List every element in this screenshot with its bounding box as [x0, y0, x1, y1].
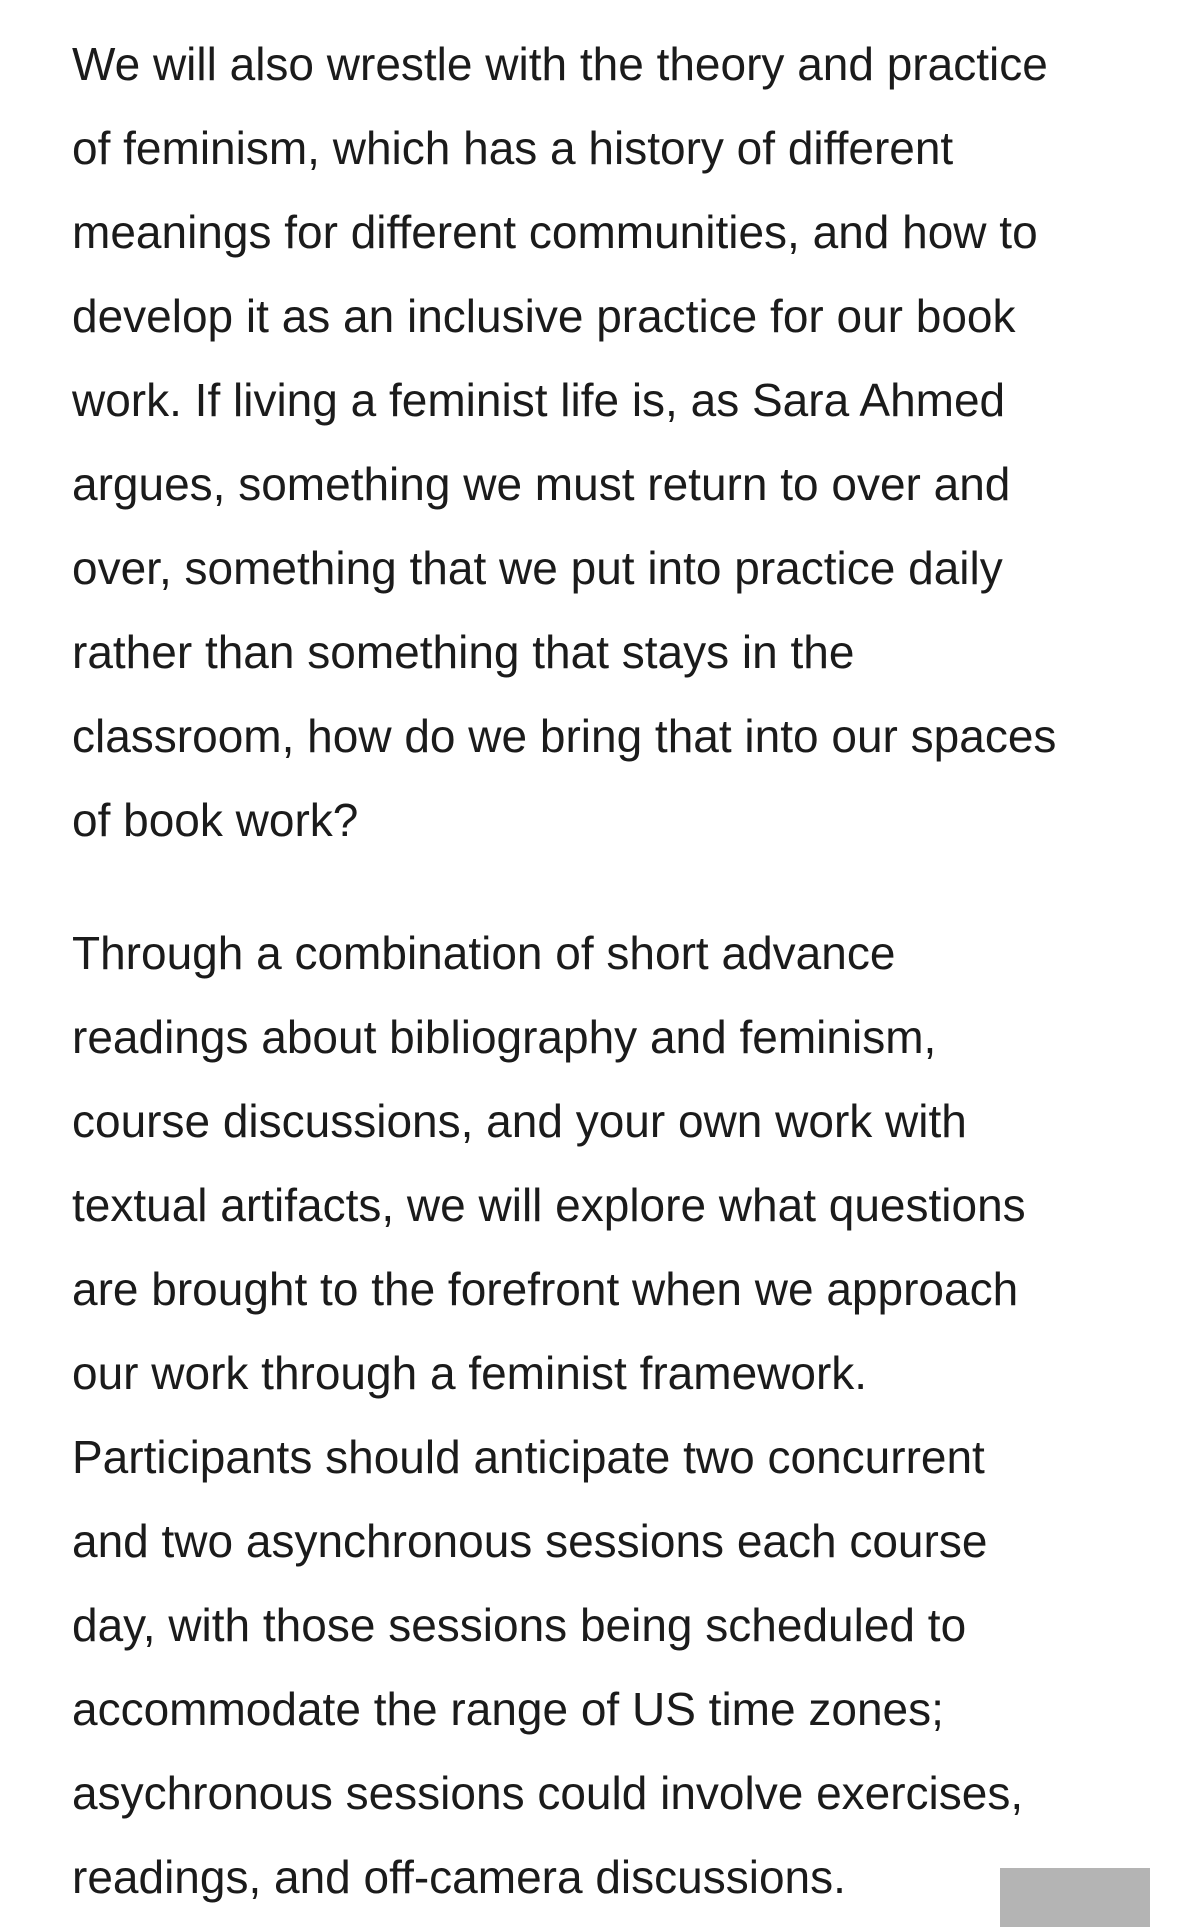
- text-line: readings, and off-camera discussions.: [72, 1851, 846, 1903]
- text-line: asychronous sessions could involve exercises,: [72, 1767, 1024, 1819]
- article-body: [72, 22, 1132, 1919]
- text-line: argues, something we must return to over and: [72, 458, 1011, 510]
- text-line: Participants should anticipate two concurrent: [72, 1431, 985, 1483]
- text-line: of feminism, which has a history of different: [72, 122, 954, 174]
- scroll-to-top-button[interactable]: [1000, 1868, 1150, 1927]
- text-line: our work through a feminist framework.: [72, 1347, 868, 1399]
- text-line: classroom, how do we bring that into our spaces: [72, 710, 1057, 762]
- text-line: meanings for different communities, and how to: [72, 206, 1038, 258]
- text-line: We will also wrestle with the theory and practice: [72, 38, 1048, 90]
- text-line: Through a combination of short advance: [72, 927, 896, 979]
- text-line: of book work?: [72, 794, 359, 846]
- text-line: rather than something that stays in the: [72, 626, 855, 678]
- text-line: readings about bibliography and feminism,: [72, 1011, 937, 1063]
- paragraph-feminism-theory: [72, 22, 1132, 862]
- text-line: over, something that we put into practice daily: [72, 542, 1003, 594]
- text-line: course discussions, and your own work with: [72, 1095, 967, 1147]
- text-line: accommodate the range of US time zones;: [72, 1683, 944, 1735]
- text-line: develop it as an inclusive practice for our book: [72, 290, 1016, 342]
- text-line: are brought to the forefront when we approach: [72, 1263, 1019, 1315]
- text-line: and two asynchronous sessions each course: [72, 1515, 988, 1567]
- text-line: work. If living a feminist life is, as Sara Ahmed: [72, 374, 1006, 426]
- text-line: textual artifacts, we will explore what questions: [72, 1179, 1026, 1231]
- text-line: day, with those sessions being scheduled to: [72, 1599, 967, 1651]
- paragraph-course-format: [72, 911, 1132, 1919]
